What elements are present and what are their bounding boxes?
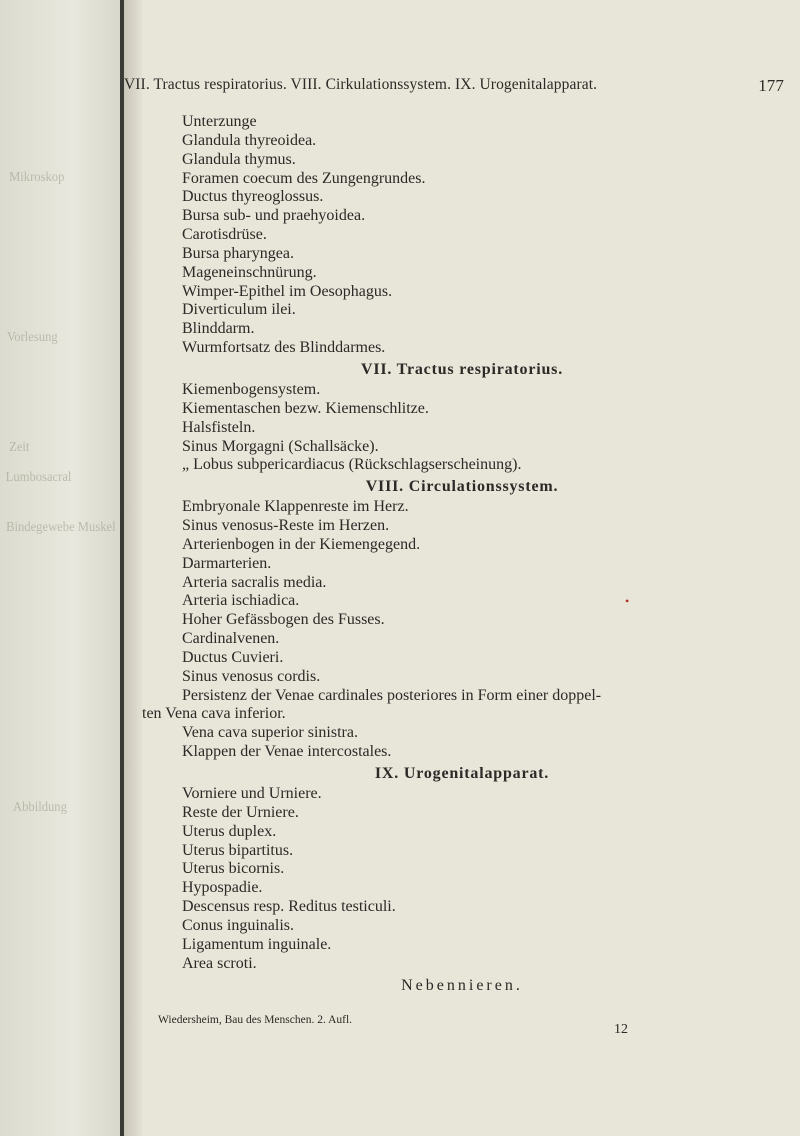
list-entry: Bursa pharyngea. <box>182 244 294 262</box>
list-entry: Kiementaschen bezw. Kiemenschlitze. <box>182 399 429 417</box>
list-entry: Area scroti. <box>182 954 257 972</box>
list-entry: Conus inguinalis. <box>182 916 295 934</box>
list-entry: Kiemenbogensystem. <box>182 380 321 398</box>
list-entry: Wimper-Epithel im Oesophagus. <box>182 282 393 300</box>
footer-citation: Wiedersheim, Bau des Menschen. 2. Aufl. <box>158 1014 353 1026</box>
list-entry: Halsfisteln. <box>182 418 256 436</box>
list-entry: Klappen der Venae intercostales. <box>182 743 392 761</box>
list-entry: Sinus venosus cordis. <box>182 667 321 685</box>
list-entry: Wurmfortsatz des Blinddarmes. <box>182 339 386 357</box>
list-entry: Unterzunge <box>182 113 257 130</box>
running-title: VII. Tractus respiratorius. VIII. Cirkulationssystem. IX. Urogenitalapparat. <box>124 76 598 93</box>
list-entry: Sinus Morgagni (Schallsäcke). <box>182 437 379 455</box>
list-entry: Ligamentum inguinale. <box>182 935 332 953</box>
list-entry: Uterus bipartitus. <box>182 841 294 859</box>
list-entry: Glandula thyreoidea. <box>182 131 317 149</box>
list-entry: Vena cava superior sinistra. <box>182 724 358 742</box>
list-entry: „ Lobus subpericardiacus (Rückschlagserscheinung). <box>182 456 522 474</box>
page-body <box>142 113 782 995</box>
list-entry: Foramen coecum des Zungengrundes. <box>182 169 426 187</box>
list-entry: Uterus bicornis. <box>182 860 285 878</box>
list-entry: Reste der Urniere. <box>182 803 299 821</box>
list-entry: Arteria ischiadica. <box>182 592 300 610</box>
page-footer <box>158 1014 800 1037</box>
stray-ink-mark: • <box>625 594 630 608</box>
page-number: 177 <box>758 76 784 95</box>
section-heading: VIII. Circulationssystem. <box>365 478 559 496</box>
book-gutter-shadow <box>124 0 142 1136</box>
section-heading: VII. Tractus respiratorius. <box>360 360 564 378</box>
list-entry: Bursa sub- und praehyoidea. <box>182 207 366 225</box>
list-entry: Blinddarm. <box>182 320 255 338</box>
list-entry: Carotisdrüse. <box>182 226 267 244</box>
list-entry: Ductus Cuvieri. <box>182 648 284 666</box>
list-entry: Descensus resp. Reditus testiculi. <box>182 898 396 916</box>
section-heading: IX. Urogenitalapparat. <box>374 765 550 782</box>
list-entry: Hoher Gefässbogen des Fusses. <box>182 611 385 629</box>
previous-page-bleed: Mikroskop Vorlesung Zeit Lumbosacral Bindegewebe Muskel Abbildung <box>0 0 120 1136</box>
running-header <box>124 76 784 94</box>
list-entry: Hypospadie. <box>182 879 263 897</box>
list-entry: Embryonale Klappenreste im Herz. <box>182 498 409 516</box>
list-entry: Cardinalvenen. <box>182 630 280 648</box>
list-entry: Sinus venosus-Reste im Herzen. <box>182 517 390 535</box>
list-entry: Diverticulum ilei. <box>182 301 296 319</box>
subsection-heading: Nebennieren. <box>401 977 523 995</box>
list-entry: Uterus duplex. <box>182 822 277 840</box>
list-entry: Darmarterien. <box>182 554 272 572</box>
signature-mark: 12 <box>614 1022 628 1037</box>
list-entry: Ductus thyreoglossus. <box>182 188 324 206</box>
list-entry: Arterienbogen in der Kiemengegend. <box>182 535 421 553</box>
list-entry: Glandula thymus. <box>182 150 296 168</box>
list-entry: Persistenz der Venae cardinales posteriores in Form einer doppel- <box>182 686 602 704</box>
list-entry: Arteria sacralis media. <box>182 573 327 591</box>
list-entry: Mageneinschnürung. <box>182 263 317 281</box>
list-entry-continuation: ten Vena cava inferior. <box>142 705 286 723</box>
list-entry: Vorniere und Urniere. <box>182 785 322 802</box>
